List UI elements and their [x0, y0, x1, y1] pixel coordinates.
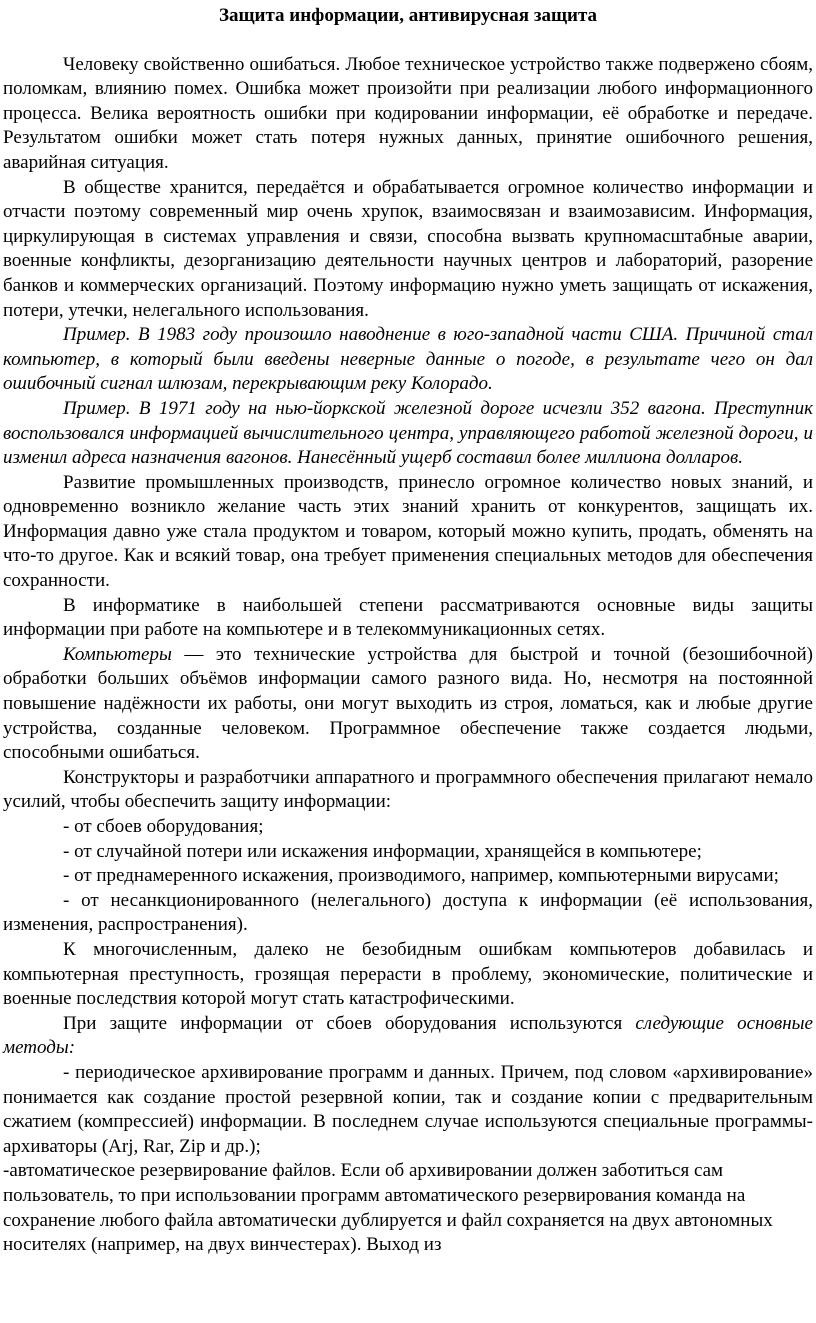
paragraph-computers	[3, 643, 813, 766]
example-1971	[3, 397, 813, 471]
paragraph-industry: Развитие промышленных производств, принесло огромное количество новых знаний, и одновременно возникло желание часть этих знаний хранить от конкурентов, защищать их. Информация давно уже стала продуктом и товаром, который можно купить, продать, обменять на что-то другое. Как и всякий товар, она требует применения специальных методов для обеспечения сохранности.	[3, 471, 813, 592]
paragraph-intro: Человеку свойственно ошибаться. Любое техническое устройство также подвержено сбоям, поломкам, влиянию помех. Ошибка может произойти при реализации любого информационного процесса. Велика вероятность ошибки при кодировании информации, её обработке и передаче. Результатом ошибки может стать потеря нужных данных, принятие ошибочного решения, аварийная ситуация.	[3, 53, 813, 173]
paragraph-designers: Конструкторы и разработчики аппаратного и программного обеспечения прилагают немало усилий, чтобы обеспечить защиту информации:	[3, 766, 813, 813]
list-item-viruses: - от преднамеренного искажения, производимого, например, компьютерными вирусами;	[63, 865, 779, 887]
list-item-accidental-loss: - от случайной потери или искажения информации, хранящейся в компьютере;	[63, 840, 702, 862]
computers-definition: — это технические устройства для быстрой и точной (безошибочной) обработки больших объёмов информации самого разного вида. Но, несмотря на постоянной повышение надёжности их работы, они могут выходить из строя, ломаться, как и любые другие устройства, созданные человеком. Программное обеспечение также создается людьми, способными ошибаться.	[3, 643, 813, 764]
methods-lead: При защите информации от сбоев оборудования используются	[63, 1012, 636, 1034]
paragraph-society: В обществе хранится, передаётся и обрабатывается огромное количество информации и отчасти поэтому современный мир очень хрупок, взаимосвязан и взаимозависим. Информация, циркулирующая в системах управления и связи, способна вызвать крупномасштабные аварии, военные конфликты, дезорганизацию деятельности научных центров и лабораторий, разорение банков и коммерческих организаций. Поэтому информацию нужно уметь защищать от искажения, потери, утечки, нелегального использования.	[3, 176, 813, 321]
example-1971-text: Пример. В 1971 году на нью-йоркской железной дороге исчезли 352 вагона. Преступник воспользовался информацией вычислительного центра, управляющего работой железной дороги, и изменил адреса назначения вагонов. Нанесённый ущерб составил более миллиона долларов.	[3, 397, 813, 469]
example-1983	[3, 323, 813, 397]
paragraph-methods	[3, 1012, 813, 1061]
paragraph-informatics: В информатике в наибольшей степени рассматриваются основные виды защиты информации при работе на компьютере и в телекоммуникационных сетях.	[3, 594, 813, 641]
example-1983-text: Пример. В 1983 году произошло наводнение в юго-западной части США. Причиной стал компьютер, в который были введены неверные данные о погоде, в результате чего он дал ошибочный сигнал шлюзам, перекрывающим реку Колорадо.	[3, 324, 813, 395]
methods-emphasis: следующие основные методы:	[3, 1012, 813, 1059]
list-item-unauthorized-access: - от несанкционированного (нелегального) доступа к информации (её использования, изменения, распространения).	[3, 889, 813, 936]
list-item-auto-backup: -автоматическое резервирование файлов. Если об архивировании должен заботиться сам пользователь, то при использовании программ автоматического резервирования команда на сохранение любого файла автоматически дублируется и файл сохраняется на двух автономных носителях (например, на двух винчестерах). Выход из	[3, 1160, 773, 1256]
document-title: Защита информации, антивирусная защита	[218, 5, 598, 26]
paragraph-crime: К многочисленным, далеко не безобидным ошибкам компьютеров добавилась и компьютерная преступность, грозящая перерасти в проблему, экономические, политические и военные последствия которой могут стать катастрофическими.	[3, 938, 813, 1010]
computers-term: Компьютеры	[63, 643, 172, 665]
list-item-hardware-failures: - от сбоев оборудования;	[63, 816, 264, 837]
list-item-archiving: - периодическое архивирование программ и данных. Причем, под словом «архивирование» понимается как создание простой резервной копии, так и создание копии с предварительным сжатием (компрессией) информации. В последнем случае используются специальные программы-архиваторы (Arj, Rar, Zip и др.);	[3, 1061, 813, 1157]
